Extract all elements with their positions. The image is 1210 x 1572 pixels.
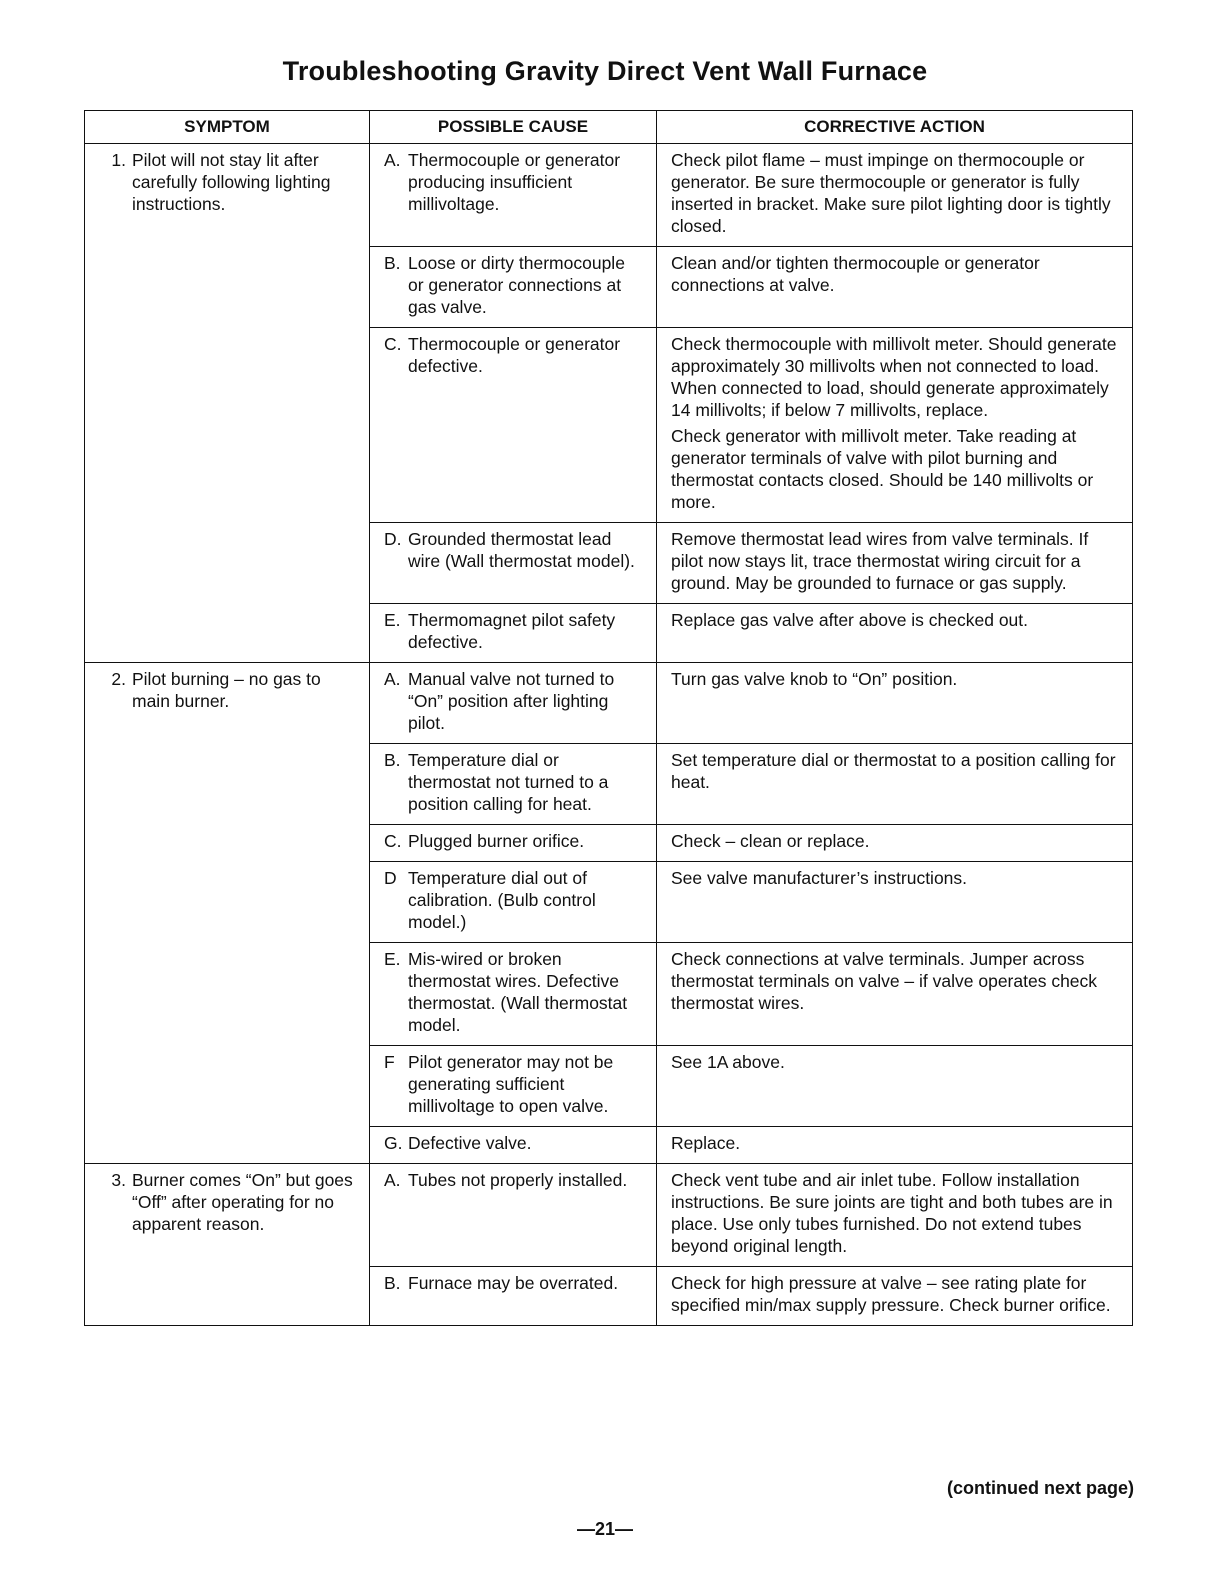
action-cell (657, 825, 1133, 862)
cause-cell (370, 943, 657, 1046)
action-cell (657, 663, 1133, 744)
action-text: Clean and/or tighten thermocouple or generator connections at valve. (671, 253, 1040, 295)
cause-text: Plugged burner orifice. (408, 831, 585, 851)
cause-text: Temperature dial or thermostat not turned to a position calling for heat. (408, 750, 609, 814)
cause-text: Mis-wired or broken thermostat wires. Defective thermostat. (Wall thermostat model. (408, 949, 628, 1035)
action-cell (657, 744, 1133, 825)
table-row (85, 144, 1133, 247)
symptom-cell (85, 144, 370, 663)
action-text: See 1A above. (671, 1052, 785, 1072)
cause-text: Grounded thermostat lead wire (Wall thermostat model). (408, 529, 635, 571)
action-cell (657, 943, 1133, 1046)
action-cell (657, 144, 1133, 247)
action-cell (657, 247, 1133, 328)
continued-note: (continued next page) (946, 1478, 1134, 1498)
cause-cell (370, 328, 657, 523)
cause-label: G. (384, 1133, 403, 1153)
possible-cause-header: POSSIBLE CAUSE (370, 111, 657, 144)
page-title: Troubleshooting Gravity Direct Vent Wall Furnace (282, 56, 928, 86)
cause-text: Furnace may be overrated. (408, 1273, 619, 1293)
action-text: Replace gas valve after above is checked out. (671, 610, 1029, 630)
cause-text: Manual valve not turned to “On” position after lighting pilot. (408, 669, 615, 733)
cause-label: C. (384, 334, 402, 354)
action-text: Replace. (671, 1133, 741, 1153)
cause-label: F (384, 1052, 395, 1072)
action-text: Set temperature dial or thermostat to a position calling for heat. (671, 750, 1116, 792)
cause-cell (370, 604, 657, 663)
table-header-row (85, 111, 1133, 144)
action-cell (657, 604, 1133, 663)
action-text: Remove thermostat lead wires from valve terminals. If pilot now stays lit, trace thermostat wiring circuit for a ground. May be grounded to furnace or gas supply. (671, 529, 1089, 593)
cause-text: Pilot generator may not be generating sufficient millivoltage to open valve. (408, 1052, 614, 1116)
action-text-second: Check generator with millivolt meter. Take reading at generator terminals of valve with pilot burning and thermostat contacts closed. Should be 140 millivolts or more. (671, 426, 1094, 512)
action-text: Check – clean or replace. (671, 831, 870, 851)
symptom-number: 2. (111, 669, 126, 689)
symptom-cell (85, 663, 370, 1164)
cause-text: Thermocouple or generator defective. (408, 334, 621, 376)
action-text: Check connections at valve terminals. Jumper across thermostat terminals on valve – if valve operates check thermostat wires. (671, 949, 1098, 1013)
cause-text: Temperature dial out of calibration. (Bulb control model.) (408, 868, 596, 932)
action-cell (657, 1164, 1133, 1267)
cause-cell (370, 1267, 657, 1326)
cause-cell (370, 663, 657, 744)
action-cell (657, 1267, 1133, 1326)
cause-cell (370, 1127, 657, 1164)
table-row (85, 663, 1133, 744)
cause-label: D (384, 868, 397, 888)
cause-cell (370, 247, 657, 328)
cause-cell (370, 1164, 657, 1267)
cause-text: Thermomagnet pilot safety defective. (408, 610, 616, 652)
symptom-number: 3. (111, 1170, 126, 1190)
cause-label: A. (384, 150, 401, 170)
cause-label: B. (384, 750, 401, 770)
symptom-number: 1. (111, 150, 126, 170)
action-text: Check for high pressure at valve – see rating plate for specified min/max supply pressure. Check burner orifice. (671, 1273, 1111, 1315)
action-text: Check pilot flame – must impinge on thermocouple or generator. Be sure thermocouple or generator is fully inserted in bracket. Make sure pilot lighting door is tightly closed. (671, 150, 1111, 236)
cause-label: E. (384, 949, 401, 969)
cause-cell (370, 825, 657, 862)
action-text: Turn gas valve knob to “On” position. (671, 669, 958, 689)
cause-cell (370, 862, 657, 943)
troubleshooting-table (84, 110, 1133, 1326)
cause-cell (370, 1046, 657, 1127)
cause-label: A. (384, 1170, 401, 1190)
page-number: —21— (576, 1519, 634, 1539)
action-cell (657, 328, 1133, 523)
action-cell (657, 523, 1133, 604)
symptom-header: SYMPTOM (85, 111, 370, 144)
action-text: Check vent tube and air inlet tube. Follow installation instructions. Be sure joints are tight and both tubes are in place. Use only tubes furnished. Do not extend tubes beyond original length. (671, 1170, 1113, 1256)
cause-text: Defective valve. (408, 1133, 532, 1153)
action-cell (657, 1127, 1133, 1164)
cause-label: A. (384, 669, 401, 689)
cause-label: D. (384, 529, 402, 549)
cause-cell (370, 744, 657, 825)
cause-label: E. (384, 610, 401, 630)
action-cell (657, 1046, 1133, 1127)
symptom-text: Pilot burning – no gas to main burner. (132, 669, 321, 711)
action-text: See valve manufacturer’s instructions. (671, 868, 968, 888)
cause-cell (370, 523, 657, 604)
cause-text: Loose or dirty thermocouple or generator connections at gas valve. (408, 253, 625, 317)
action-cell (657, 862, 1133, 943)
symptom-text: Pilot will not stay lit after carefully following lighting instructions. (132, 150, 331, 214)
symptom-cell (85, 1164, 370, 1326)
cause-text: Thermocouple or generator producing insufficient millivoltage. (408, 150, 621, 214)
cause-label: B. (384, 253, 401, 273)
cause-cell (370, 144, 657, 247)
corrective-action-header: CORRECTIVE ACTION (657, 111, 1133, 144)
cause-label: C. (384, 831, 402, 851)
cause-label: B. (384, 1273, 401, 1293)
cause-text: Tubes not properly installed. (408, 1170, 628, 1190)
table-row (85, 1164, 1133, 1267)
symptom-text: Burner comes “On” but goes “Off” after operating for no apparent reason. (132, 1170, 353, 1234)
action-text: Check thermocouple with millivolt meter. Should generate approximately 30 millivolts when not connected to load. When connected to load, should generate approximately 14 millivolts; if below 7 millivolts, replace. (671, 334, 1117, 420)
